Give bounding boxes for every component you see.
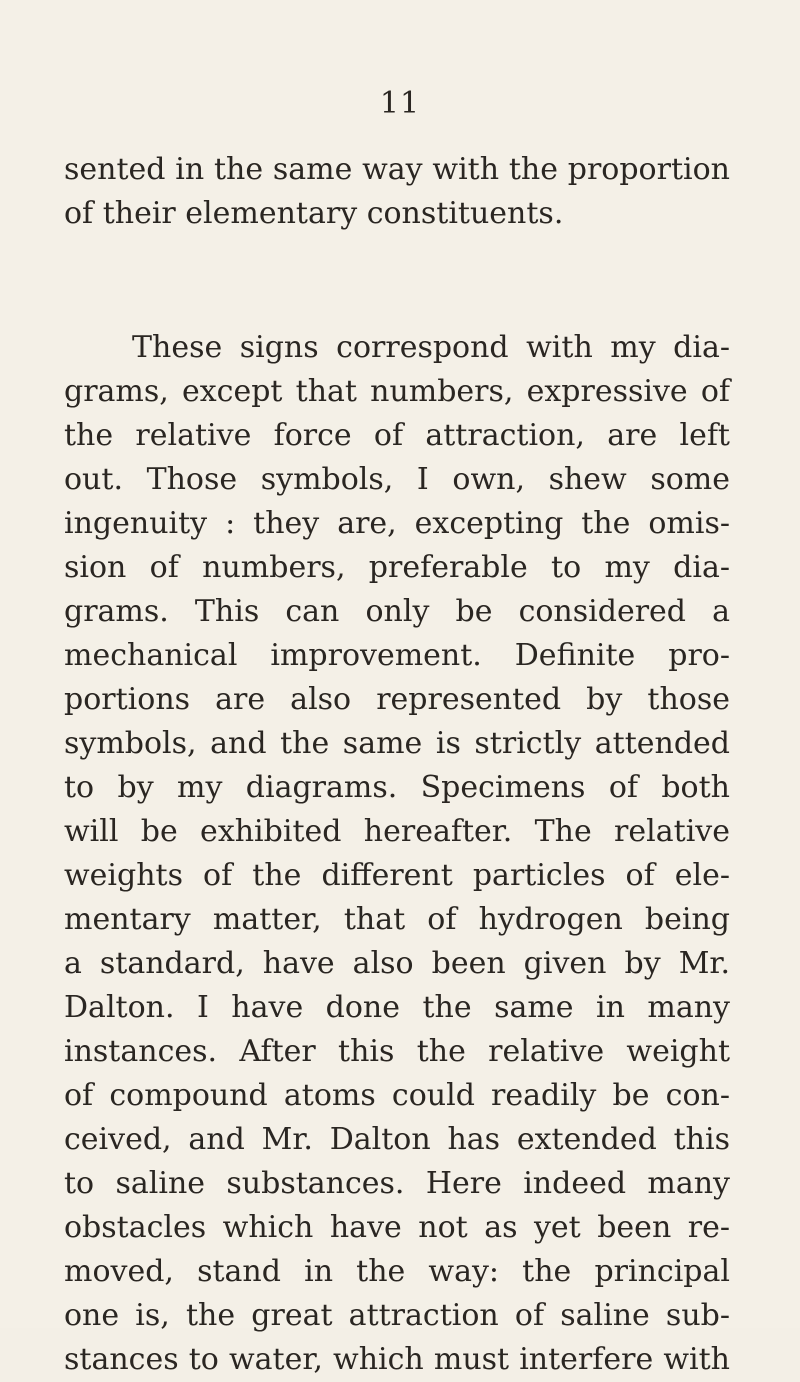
paragraph-2 xyxy=(64,326,730,1382)
text-line: weights of the different particles of ele- xyxy=(64,858,730,893)
text-line: to saline substances. Here indeed many xyxy=(64,1166,730,1201)
text-line: instances. After this the relative weight xyxy=(64,1034,730,1069)
text-line: out. Those symbols, I own, shew some xyxy=(64,462,730,497)
text-line: Dalton. I have done the same in many xyxy=(64,990,730,1025)
text-line: mechanical improvement. Definite pro- xyxy=(64,638,730,673)
text-line: of compound atoms could readily be con- xyxy=(64,1078,730,1113)
text-line: portions are also represented by those xyxy=(64,682,730,717)
page-number: 11 xyxy=(379,86,421,121)
text-line: These signs correspond with my dia- xyxy=(132,330,730,365)
text-line: to by my diagrams. Specimens of both xyxy=(64,770,730,805)
text-line: will be exhibited hereafter. The relative xyxy=(64,814,730,849)
text-line: mentary matter, that of hydrogen being xyxy=(64,902,730,937)
text-line: one is, the great attraction of saline sub- xyxy=(64,1298,730,1333)
text-line: grams. This can only be considered a xyxy=(64,594,730,629)
text-line: sented in the same way with the proportion xyxy=(64,152,730,187)
text-line: the relative force of attraction, are left xyxy=(64,418,730,453)
text-line: stances to water, which must interfere with xyxy=(64,1342,730,1377)
text-line: obstacles which have not as yet been re- xyxy=(64,1210,730,1245)
text-line: sion of numbers, preferable to my dia- xyxy=(64,550,730,585)
paragraph-1 xyxy=(64,148,730,236)
text-line: ceived, and Mr. Dalton has extended this xyxy=(64,1122,730,1157)
text-line: grams, except that numbers, expressive of xyxy=(64,374,730,409)
text-line: of their elementary constituents. xyxy=(64,196,564,231)
text-line: ingenuity : they are, excepting the omis- xyxy=(64,506,730,541)
text-line: a standard, have also been given by Mr. xyxy=(64,946,730,981)
text-line: moved, stand in the way: the principal xyxy=(64,1254,730,1289)
text-line: symbols, and the same is strictly attended xyxy=(64,726,730,761)
